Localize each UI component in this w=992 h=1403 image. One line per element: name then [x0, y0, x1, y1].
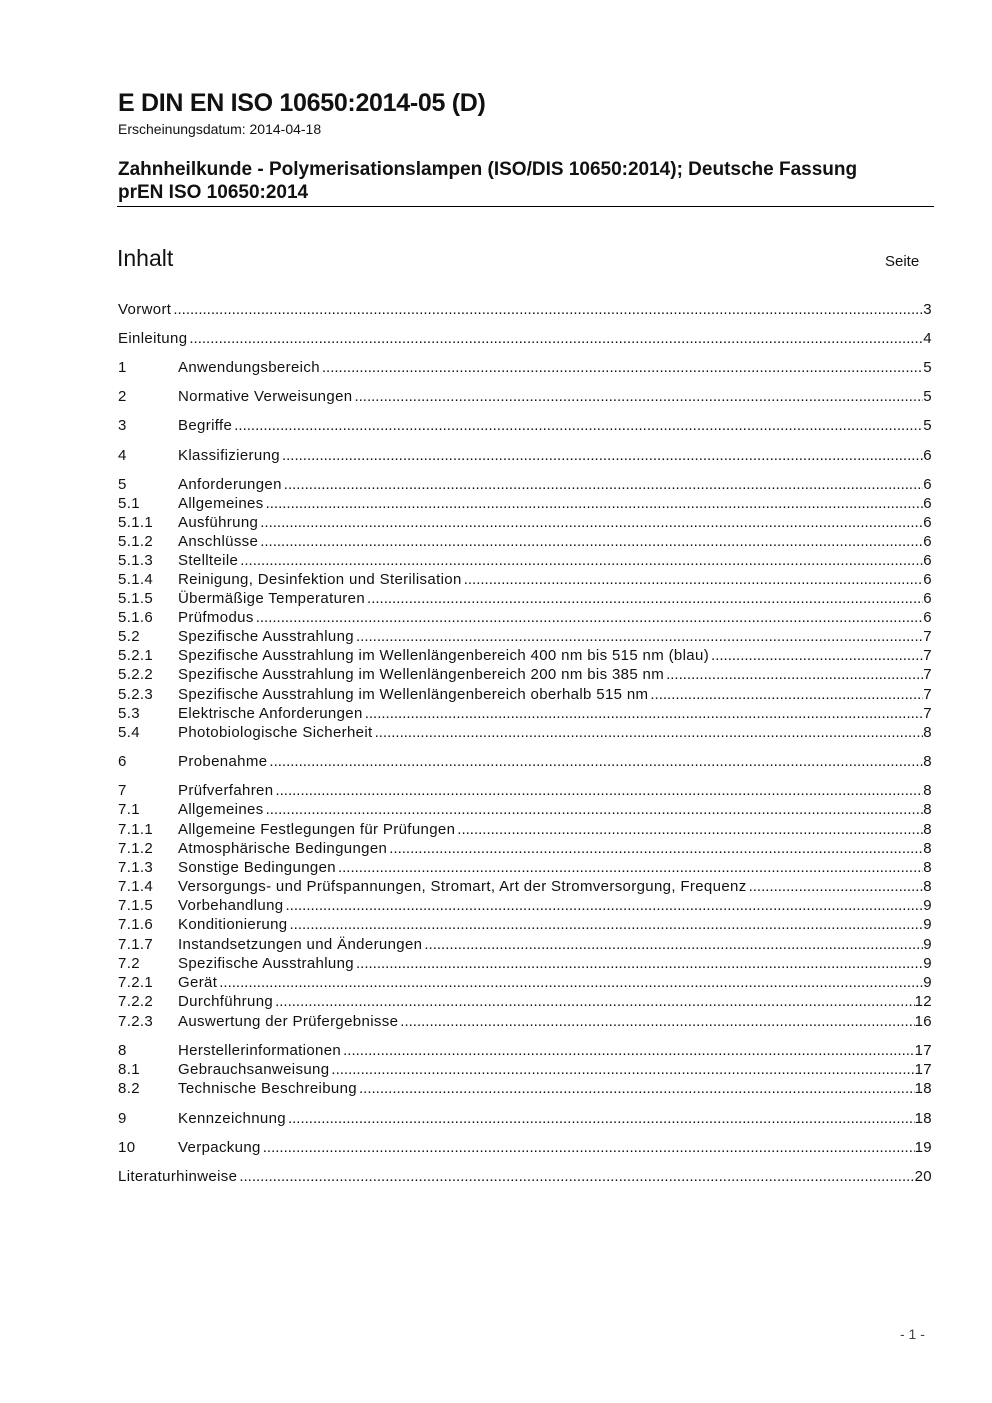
toc-entry-title: Reinigung, Desinfektion und Sterilisation [178, 571, 462, 588]
toc-entry-title: Gerät [178, 974, 218, 991]
toc-dot-leader [359, 1080, 915, 1097]
toc-entry[interactable] [118, 607, 932, 626]
toc-entry-title: Kennzeichnung [178, 1110, 286, 1127]
toc-entry[interactable] [118, 299, 932, 318]
toc-entry-number: 5.1.6 [118, 609, 154, 626]
toc-entry-page: 6 [923, 609, 932, 626]
toc-dot-leader [424, 936, 923, 953]
toc-entry[interactable] [118, 328, 932, 347]
toc-entry[interactable] [118, 953, 932, 972]
toc-dot-leader [266, 495, 924, 512]
toc-entry-title: Allgemeine Festlegungen für Prüfungen [178, 821, 456, 838]
toc-entry-number: 7 [118, 782, 127, 799]
toc-entry[interactable] [118, 799, 932, 818]
document-title-line-2: prEN ISO 10650:2014 [118, 182, 309, 203]
toc-entry-title: Spezifische Ausstrahlung im Wellenlängenbereich 400 nm bis 515 nm (blau) [178, 647, 710, 664]
toc-dot-leader [356, 628, 923, 645]
toc-entry-title: Konditionierung [178, 916, 288, 933]
toc-dot-leader [282, 447, 923, 464]
toc-entry-title: Allgemeines [178, 495, 264, 512]
document-title-line-1: Zahnheilkunde - Polymerisationslampen (ISO/DIS 10650:2014); Deutsche Fassung [118, 159, 858, 180]
toc-entry-title: Vorwort [118, 301, 172, 318]
toc-entry-number: 5.2 [118, 628, 140, 645]
toc-entry[interactable] [118, 386, 932, 405]
toc-entry[interactable] [118, 445, 932, 464]
toc-entry-number: 7.1.6 [118, 916, 154, 933]
toc-entry[interactable] [118, 703, 932, 722]
toc-entry-title: Anwendungsbereich [178, 359, 320, 376]
toc-entry-number: 2 [118, 388, 127, 405]
toc-entry-page: 8 [923, 753, 932, 770]
toc-entry-page: 19 [914, 1139, 932, 1156]
toc-entry[interactable] [118, 474, 932, 493]
toc-entry-title: Spezifische Ausstrahlung [178, 955, 354, 972]
toc-entry-title: Ausführung [178, 514, 259, 531]
toc-entry[interactable] [118, 664, 932, 683]
toc-entry[interactable] [118, 838, 932, 857]
toc-entry-number: 5.1.2 [118, 533, 154, 550]
toc-entry-page: 9 [923, 936, 932, 953]
toc-entry[interactable] [118, 626, 932, 645]
toc-dot-leader [269, 753, 923, 770]
toc-entry-page: 17 [914, 1061, 932, 1078]
toc-entry-number: 4 [118, 447, 127, 464]
toc-dot-leader [666, 666, 923, 683]
toc-entry-page: 17 [914, 1042, 932, 1059]
document-title [118, 158, 857, 204]
toc-entry[interactable] [118, 1108, 932, 1127]
toc-entry-title: Normative Verweisungen [178, 388, 353, 405]
toc-entry-title: Gebrauchsanweisung [178, 1061, 330, 1078]
toc-dot-leader [375, 724, 924, 741]
toc-entry[interactable] [118, 415, 932, 434]
toc-entry[interactable] [118, 972, 932, 991]
title-divider [117, 206, 934, 207]
toc-entry[interactable] [118, 1078, 932, 1097]
toc-dot-leader [400, 1013, 914, 1030]
toc-dot-leader [266, 801, 924, 818]
toc-entry-number: 7.1.4 [118, 878, 154, 895]
toc-entry-page: 6 [923, 447, 932, 464]
toc-entry-title: Literaturhinweise [118, 1168, 238, 1185]
toc-entry-page: 12 [914, 993, 932, 1010]
toc-entry-page: 6 [923, 590, 932, 607]
toc-entry-page: 5 [923, 359, 932, 376]
toc-entry-number: 9 [118, 1110, 127, 1127]
toc-entry-page: 3 [923, 301, 932, 318]
toc-entry[interactable] [118, 1137, 932, 1156]
toc-entry-title: Begriffe [178, 417, 233, 434]
toc-entry-title: Anforderungen [178, 476, 282, 493]
toc-entry[interactable] [118, 1166, 932, 1185]
toc-entry[interactable] [118, 1059, 932, 1078]
toc-entry[interactable] [118, 357, 932, 376]
toc-entry-page: 6 [923, 476, 932, 493]
toc-entry-title: Allgemeines [178, 801, 264, 818]
toc-dot-leader [275, 782, 923, 799]
toc-entry-title: Technische Beschreibung [178, 1080, 357, 1097]
toc-entry-number: 8 [118, 1042, 127, 1059]
toc-entry-page: 6 [923, 514, 932, 531]
toc-dot-leader [356, 955, 923, 972]
toc-entry[interactable] [118, 914, 932, 933]
toc-entry-page: 9 [923, 974, 932, 991]
toc-entry-page: 6 [923, 495, 932, 512]
toc-entry-number: 8.2 [118, 1080, 140, 1097]
toc-entry-page: 16 [914, 1013, 932, 1030]
toc-entry-title: Spezifische Ausstrahlung im Wellenlängenbereich oberhalb 515 nm [178, 686, 649, 703]
toc-entry-number: 7.1 [118, 801, 140, 818]
toc-dot-leader [711, 647, 923, 664]
toc-entry-title: Prüfverfahren [178, 782, 274, 799]
footer-page-number: - 1 - [900, 1326, 925, 1342]
toc-entry[interactable] [118, 819, 932, 838]
toc-entry-number: 7.1.2 [118, 840, 154, 857]
toc-entry-number: 7.2.1 [118, 974, 154, 991]
toc-entry-title: Prüfmodus [178, 609, 254, 626]
toc-entry-number: 5.3 [118, 705, 140, 722]
toc-entry-title: Herstellerinformationen [178, 1042, 342, 1059]
toc-entry-number: 7.1.3 [118, 859, 154, 876]
toc-page-column-header: Seite [885, 253, 920, 270]
toc-entry[interactable] [118, 588, 932, 607]
toc-entry-number: 7.1.7 [118, 936, 154, 953]
toc-dot-leader [343, 1042, 914, 1059]
toc-entry-page: 8 [923, 859, 932, 876]
toc-dot-leader [464, 571, 924, 588]
toc-entry-page: 8 [923, 821, 932, 838]
toc-entry-page: 6 [923, 552, 932, 569]
toc-entry-title: Spezifische Ausstrahlung [178, 628, 354, 645]
toc-entry-number: 5.4 [118, 724, 140, 741]
toc-entry-page: 20 [914, 1168, 932, 1185]
toc-entry-page: 7 [923, 647, 932, 664]
toc-entry-title: Klassifizierung [178, 447, 280, 464]
toc-entry-page: 7 [923, 686, 932, 703]
toc-entry-title: Stellteile [178, 552, 239, 569]
toc-entry[interactable] [118, 934, 932, 953]
toc-dot-leader [219, 974, 923, 991]
toc-entry-title: Durchführung [178, 993, 274, 1010]
toc-entry[interactable] [118, 876, 932, 895]
toc-dot-leader [457, 821, 923, 838]
toc-entry-number: 1 [118, 359, 127, 376]
toc-entry-page: 8 [923, 801, 932, 818]
toc-entry-page: 8 [923, 782, 932, 799]
toc-entry-number: 5.1.3 [118, 552, 154, 569]
toc-entry-title: Einleitung [118, 330, 188, 347]
toc-entry[interactable] [118, 1011, 932, 1030]
toc-entry-number: 8.1 [118, 1061, 140, 1078]
toc-entry-number: 5.1 [118, 495, 140, 512]
toc-dot-leader [173, 301, 923, 318]
toc-dot-leader [288, 1110, 915, 1127]
toc-entry-page: 9 [923, 916, 932, 933]
toc-entry[interactable] [118, 684, 932, 703]
toc-dot-leader [650, 686, 923, 703]
toc-dot-leader [331, 1061, 914, 1078]
toc-entry-title: Atmosphärische Bedingungen [178, 840, 388, 857]
toc-entry[interactable] [118, 493, 932, 512]
toc-dot-leader [338, 859, 923, 876]
toc-dot-leader [263, 1139, 915, 1156]
toc-entry[interactable] [118, 512, 932, 531]
toc-dot-leader [239, 1168, 914, 1185]
toc-dot-leader [260, 533, 923, 550]
toc-entry-page: 18 [914, 1110, 932, 1127]
toc-entry-page: 6 [923, 533, 932, 550]
toc-entry-title: Probenahme [178, 753, 268, 770]
publication-date: Erscheinungsdatum: 2014-04-18 [118, 121, 322, 137]
toc-entry-number: 5.1.4 [118, 571, 154, 588]
toc-entry-title: Vorbehandlung [178, 897, 284, 914]
toc-entry-page: 9 [923, 897, 932, 914]
toc-entry-number: 6 [118, 753, 127, 770]
toc-entry-page: 8 [923, 840, 932, 857]
toc-entry-number: 10 [118, 1139, 136, 1156]
toc-entry-number: 5 [118, 476, 127, 493]
toc-entry[interactable] [118, 780, 932, 799]
toc-entry-title: Versorgungs- und Prüfspannungen, Stromart, Art der Stromversorgung, Frequenz [178, 878, 747, 895]
toc-entry-title: Instandsetzungen und Änderungen [178, 936, 423, 953]
toc-dot-leader [290, 916, 924, 933]
toc-entry-title: Auswertung der Prüfergebnisse [178, 1013, 399, 1030]
toc-entry-number: 7.1.5 [118, 897, 154, 914]
toc-entry[interactable] [118, 895, 932, 914]
toc-entry[interactable] [118, 531, 932, 550]
toc-entry-title: Elektrische Anforderungen [178, 705, 363, 722]
toc-heading: Inhalt [117, 245, 174, 271]
toc-entry[interactable] [118, 751, 932, 770]
toc-entry-title: Übermäßige Temperaturen [178, 590, 366, 607]
toc-entry-page: 18 [914, 1080, 932, 1097]
toc-entry-number: 5.2.3 [118, 686, 154, 703]
toc-dot-leader [256, 609, 924, 626]
toc-entry-page: 4 [923, 330, 932, 347]
toc-dot-leader [234, 417, 923, 434]
toc-entry[interactable] [118, 1040, 932, 1059]
toc-entry-title: Anschlüsse [178, 533, 259, 550]
toc-dot-leader [365, 705, 924, 722]
toc-entry-number: 5.2.1 [118, 647, 154, 664]
toc-dot-leader [240, 552, 923, 569]
toc-dot-leader [189, 330, 923, 347]
toc-entry-title: Sonstige Bedingungen [178, 859, 336, 876]
toc-entry[interactable] [118, 857, 932, 876]
toc-entry-title: Verpackung [178, 1139, 261, 1156]
toc-entry-number: 5.1.5 [118, 590, 154, 607]
toc-dot-leader [284, 476, 924, 493]
toc-entry[interactable] [118, 991, 932, 1010]
toc-entry-page: 7 [923, 666, 932, 683]
toc-entry-title: Photobiologische Sicherheit [178, 724, 373, 741]
document-id: E DIN EN ISO 10650:2014-05 (D) [118, 89, 486, 117]
toc-entry-page: 6 [923, 571, 932, 588]
toc-entry-page: 7 [923, 705, 932, 722]
toc-dot-leader [389, 840, 923, 857]
toc-dot-leader [354, 388, 923, 405]
toc-entry-page: 5 [923, 388, 932, 405]
toc-dot-leader [275, 993, 915, 1010]
toc-entry-title: Spezifische Ausstrahlung im Wellenlängenbereich 200 nm bis 385 nm [178, 666, 665, 683]
toc-dot-leader [367, 590, 923, 607]
toc-entry-number: 5.1.1 [118, 514, 154, 531]
toc-dot-leader [322, 359, 923, 376]
toc-entry-number: 3 [118, 417, 127, 434]
toc-entry-page: 7 [923, 628, 932, 645]
toc-entry-number: 7.2 [118, 955, 140, 972]
toc-entry-number: 7.2.3 [118, 1013, 154, 1030]
toc-dot-leader [749, 878, 924, 895]
toc-entry[interactable] [118, 569, 932, 588]
toc-entry[interactable] [118, 722, 932, 741]
toc-entry-page: 5 [923, 417, 932, 434]
toc-entry[interactable] [118, 645, 932, 664]
toc-entry-number: 5.2.2 [118, 666, 154, 683]
toc-entry[interactable] [118, 550, 932, 569]
toc-dot-leader [285, 897, 923, 914]
toc-dot-leader [260, 514, 923, 531]
toc-entry-number: 7.2.2 [118, 993, 154, 1010]
toc-entry-page: 8 [923, 724, 932, 741]
toc-entry-number: 7.1.1 [118, 821, 154, 838]
toc-entry-page: 9 [923, 955, 932, 972]
toc-entry-page: 8 [923, 878, 932, 895]
